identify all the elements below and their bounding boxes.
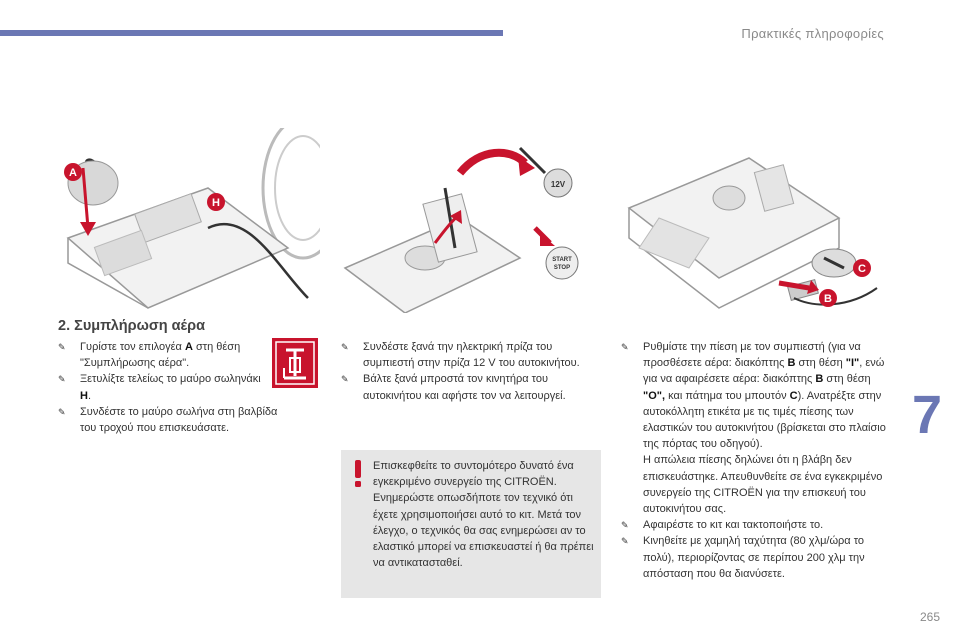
- instruction-list-1: [58, 339, 278, 436]
- chapter-number: 7: [911, 385, 942, 445]
- label-start: START: [552, 257, 572, 263]
- bullet-icon: ✎: [341, 342, 349, 352]
- warning-note: [341, 450, 601, 598]
- illustration-power-plug: [340, 128, 600, 313]
- list-item: ✎ Συνδέστε ξανά την ηλεκτρική πρίζα του συμπιεστή στην πρίζα 12 V του αυτοκινήτου.: [341, 341, 580, 370]
- illustration-compressor-valve: [58, 128, 320, 313]
- label-h: H: [212, 197, 220, 209]
- header-accent-bar: [0, 30, 503, 36]
- list-item: ✎ Γυρίστε τον επιλογέα A στη θέση "Συμπλήρωσης αέρα".: [58, 341, 241, 370]
- bullet-icon: ✎: [621, 520, 629, 531]
- list-item: ✎ Ρυθμίστε την πίεση με τον συμπιεστή (για να προσθέσετε αέρα: διακόπτης B στη θέση "I", ενώ για να αφαιρέσετε αέρα: διακόπτης B στη θέση "O", και πάτημα του μπουτόν C). Ανατρέξτε στην αυτοκόλλητη ετικέτα με τις τιμές πίεσης των ελαστικών του αυτοκινήτου (βρίσκεται στο πλαίσιο της πόρτας του οδηγού). Η απώλεια πίεσης δηλώνει ότι η βλάβη δεν επισκευάστηκε. Απευθυνθείτε σε ένα εγκεκριμένο συνεργείο της CITROËN για την επισκευή του αυτοκινήτου σας.: [621, 341, 886, 516]
- bullet-icon: ✎: [58, 406, 66, 417]
- list-item: ✎ Συνδέστε το μαύρο σωλήνα στη βαλβίδα του τροχού που επισκευάσατε.: [58, 405, 278, 435]
- tyre-pump-icon: [272, 338, 318, 388]
- list-item: ✎ Βάλτε ξανά μπροστά τον κινητήρα του αυτοκινήτου και αφήστε τον να λειτουργεί.: [341, 373, 566, 402]
- page-header-title: Πρακτικές πληροφορίες: [741, 26, 884, 41]
- label-12v: 12V: [550, 180, 566, 189]
- exclamation-icon: [351, 458, 365, 488]
- label-b: B: [824, 293, 832, 305]
- label-c: C: [858, 263, 866, 275]
- list-item: ✎ Αφαιρέστε το κιτ και τακτοποιήστε το.: [621, 517, 886, 533]
- label-stop: STOP: [553, 265, 571, 271]
- warning-note-text: Επισκεφθείτε το συντομότερο δυνατό ένα εγκεκριμένο συνεργείο της CITROËN. Ενημερώστε οπωσδήποτε τον τεχνικό ότι έχετε χρησιμοποιήσει αυτό το κιτ. Μετά τον έλεγχο, ο τεχνικός θα σας ενημερώσει αν το ελαστικό μπορεί να επισκευαστεί ή θα πρέπει να αντικατασταθεί.: [373, 460, 594, 570]
- bullet-icon: ✎: [341, 374, 349, 385]
- illustration-pressure-adjust: [619, 128, 881, 313]
- bullet-icon: ✎: [58, 374, 66, 385]
- instruction-list-2: [341, 339, 601, 404]
- list-item: ✎ Κινηθείτε με χαμηλή ταχύτητα (80 χλμ/ώρα το πολύ), περιορίζοντας σε περίπου 200 χλμ την απόσταση που θα διανύσετε.: [621, 535, 865, 580]
- list-item: ✎ Ξετυλίξτε τελείως το μαύρο σωληνάκι H.: [58, 373, 261, 402]
- label-a: A: [69, 167, 77, 179]
- instruction-list-3: [621, 339, 886, 582]
- bullet-icon: ✎: [621, 536, 629, 547]
- bullet-icon: ✎: [58, 342, 66, 352]
- section-title: 2. Συμπλήρωση αέρα: [58, 318, 205, 334]
- bullet-icon: ✎: [621, 342, 629, 352]
- page-number: 265: [919, 610, 940, 624]
